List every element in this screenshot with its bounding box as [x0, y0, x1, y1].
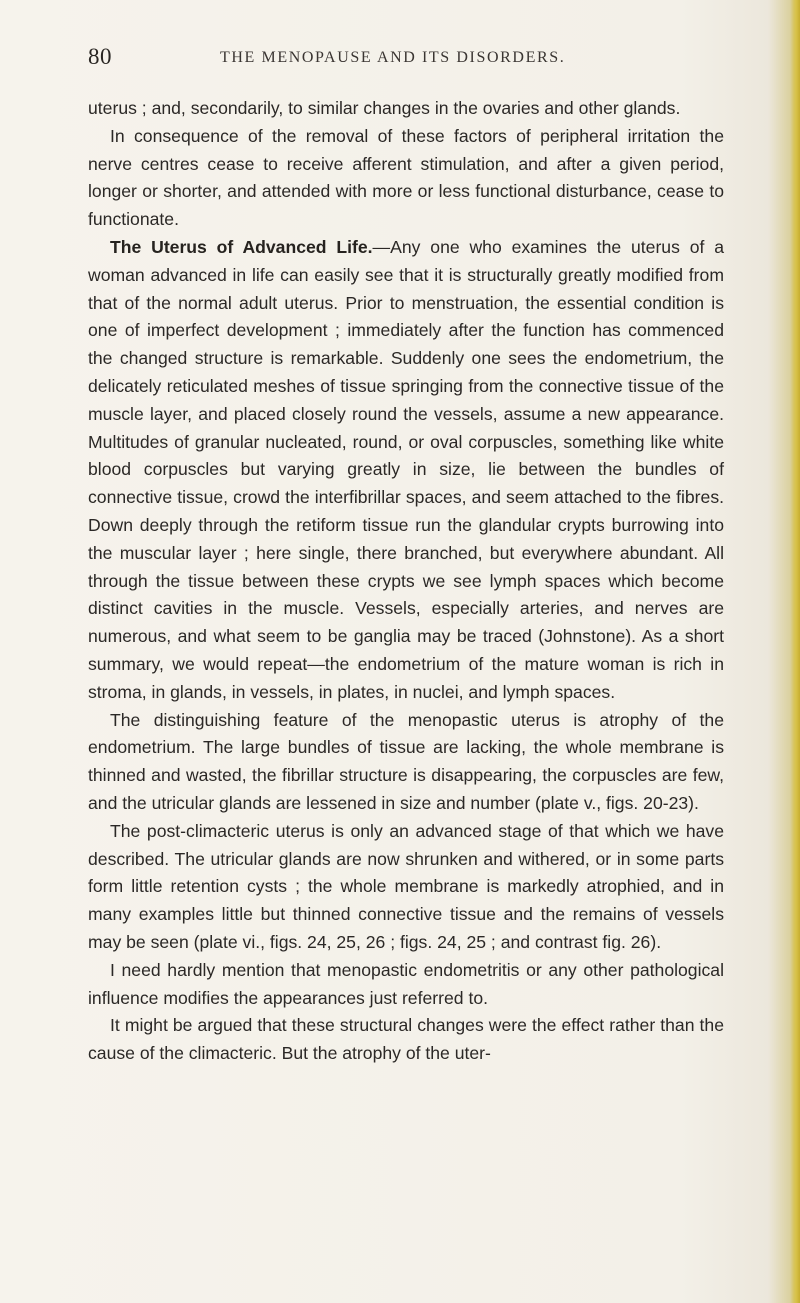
paragraph-4-text: The distinguishing feature of the menopastic uterus is atrophy of the endometrium. The large bundles of tissue are lacking, the whole membrane is thinned and wasted, the fibrillar structure is disappearing, the corpuscles are few, and the utricular glands are lessened in size and number (plate v., figs. 20-23). — [88, 709, 724, 813]
page-number: 80 — [88, 44, 112, 69]
paragraph-7-text: It might be argued that these structural changes were the effect rather than the cause of the climacteric. But the atrophy of the uter- — [88, 1015, 724, 1064]
paragraph-3-text: —Any one who examines the uterus of a woman advanced in life can easily see that it is structurally greatly modified from that of the normal adult uterus. Prior to menstruation, the essential condition is one of imperfect development ; immediately after the function has commenced the changed structure is remarkable. Suddenly one sees the endometrium, the delicately reticulated meshes of tissue springing from the connective tissue of the muscle layer, and placed closely round the vessels, assume a new appearance. Multitudes of granular nucleated, round, or oval corpuscles, something like white blood corpuscles but varying greatly in size, lie between the bundles of connective tissue, crowd the interfibrillar spaces, and seem attached to the fibres. Down deeply through the retiform tissue run the glandular crypts burrowing into the muscular layer ; here single, there branched, but everywhere abundant. All through the tissue between these crypts we see lymph spaces which become distinct cavities in the muscle. Vessels, especially arteries, and nerves are numerous, and what seem to be ganglia may be traced (Johnstone). As a short summary, we would repeat—the endometrium of the mature woman is rich in stroma, in glands, in vessels, in plates, in nuclei, and lymph spaces. — [88, 236, 725, 702]
section-heading: The Uterus of Advanced Life. — [110, 236, 373, 257]
paragraph-3 — [88, 234, 724, 707]
paragraph-7 — [88, 1012, 724, 1068]
paragraph-5 — [88, 818, 724, 957]
paragraph-4 — [88, 707, 724, 818]
paragraph-1-text: uterus ; and, secondarily, to similar changes in the ovaries and other glands. — [88, 98, 681, 118]
paragraph-1 — [88, 95, 724, 123]
paragraph-6-text: I need hardly mention that menopastic endometritis or any other pathological influence modifies the appearances just referred to. — [88, 959, 724, 1008]
paragraph-5-text: The post-climacteric uterus is only an advanced stage of that which we have described. The utricular glands are now shrunken and withered, or in some parts form little retention cysts ; the whole membrane is markedly atrophied, and in many examples little but thinned connective tissue and the remains of vessels may be seen (plate vi., figs. 24, 25, 26 ; figs. 24, 25 ; and contrast fig. 26). — [88, 820, 724, 952]
paragraph-2 — [88, 123, 724, 234]
paragraph-6 — [88, 957, 724, 1013]
running-title: THE MENOPAUSE AND ITS DISORDERS. — [220, 49, 566, 66]
page-edge — [790, 0, 800, 1303]
paragraph-2-text: In consequence of the removal of these factors of peripheral irritation the nerve centres cease to receive afferent stimulation, and after a given period, longer or shorter, and attended with more or less functional disturbance, cease to functionate. — [88, 125, 724, 230]
body-text — [88, 95, 724, 1068]
page-header — [88, 44, 728, 76]
